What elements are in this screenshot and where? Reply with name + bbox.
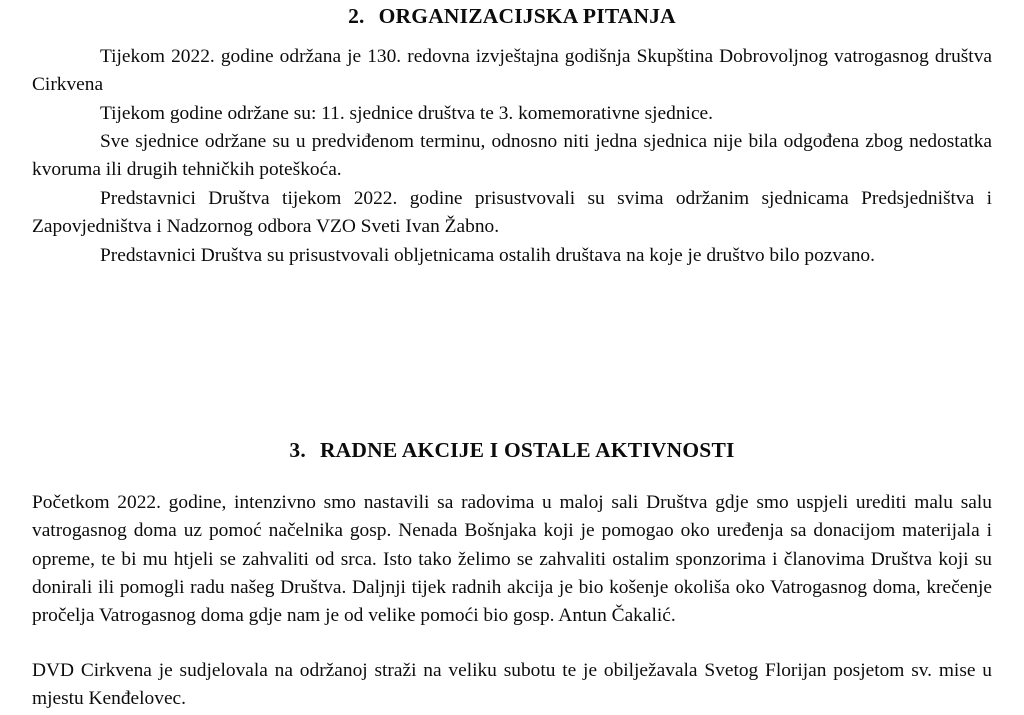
paragraph-radne-akcije: Početkom 2022. godine, intenzivno smo nastavili sa radovima u maloj sali Društva gdje smo uspjeli urediti malu salu vatrogasnog doma uz pomoć načelnika gosp. Nenada Bošnjaka koji je pomogao oko uređenja sa donacijom materijala i opreme, te bi mu htjeli se zahvaliti od srca. Isto tako želimo se zahvaliti ostalim sponzorima i članovima Društva koji su donirali ili pomogli radu našeg Društva. Daljnji tijek radnih akcija je bio košenje okoliša oko Vatrogasnog doma, krečenje pročelja Vatrogasnog doma gdje nam je od velike pomoći bio gosp. Antun Čakalić. — [32, 491, 992, 627]
section-2-body — [32, 43, 992, 270]
paragraph-predstavnici-sjednice: Predstavnici Društva tijekom 2022. godine prisustvovali su svima održanim sjednicama Predsjedništva i Zapovjedništva i Nadzornog odbora VZO Sveti Ivan Žabno. — [32, 187, 992, 238]
section-heading-2 — [32, 0, 992, 29]
paragraph-sjednice-broj: Tijekom godine održane su: 11. sjednice društva te 3. komemorativne sjednice. — [100, 102, 714, 124]
section-3-body-continued — [32, 657, 992, 714]
section-title-3: RADNE AKCIJE I OSTALE AKTIVNOSTI — [319, 437, 735, 462]
paragraph-predstavnici-obljetnice: Predstavnici Društva su prisustvovali obljetnicama ostalih društava na koje je društvo bilo pozvano. — [100, 244, 875, 266]
paragraph-straza-florijan: DVD Cirkvena je sudjelovala na održanoj straži na veliku subotu te je obilježavala Svetog Florijan posjetom sv. mise u mjestu Kenđelovec. — [32, 659, 992, 710]
paragraph-skupstina: Tijekom 2022. godine održana je 130. redovna izvještajna godišnja Skupština Dobrovoljnog vatrogasnog društva Cirkvena — [32, 45, 992, 96]
section-number-3: 3. — [289, 437, 306, 462]
paragraph-sjednice-termin: Sve sjednice održane su u predviđenom terminu, odnosno niti jedna sjednica nije bila odgođena zbog nedostatka kvoruma ili drugih tehničkih poteškoća. — [32, 130, 992, 181]
section-heading-3 — [32, 438, 992, 463]
section-3-body — [32, 489, 992, 631]
section-title-2: ORGANIZACIJSKA PITANJA — [378, 4, 676, 28]
section-spacer — [32, 270, 992, 438]
section-number-2: 2. — [348, 4, 365, 28]
